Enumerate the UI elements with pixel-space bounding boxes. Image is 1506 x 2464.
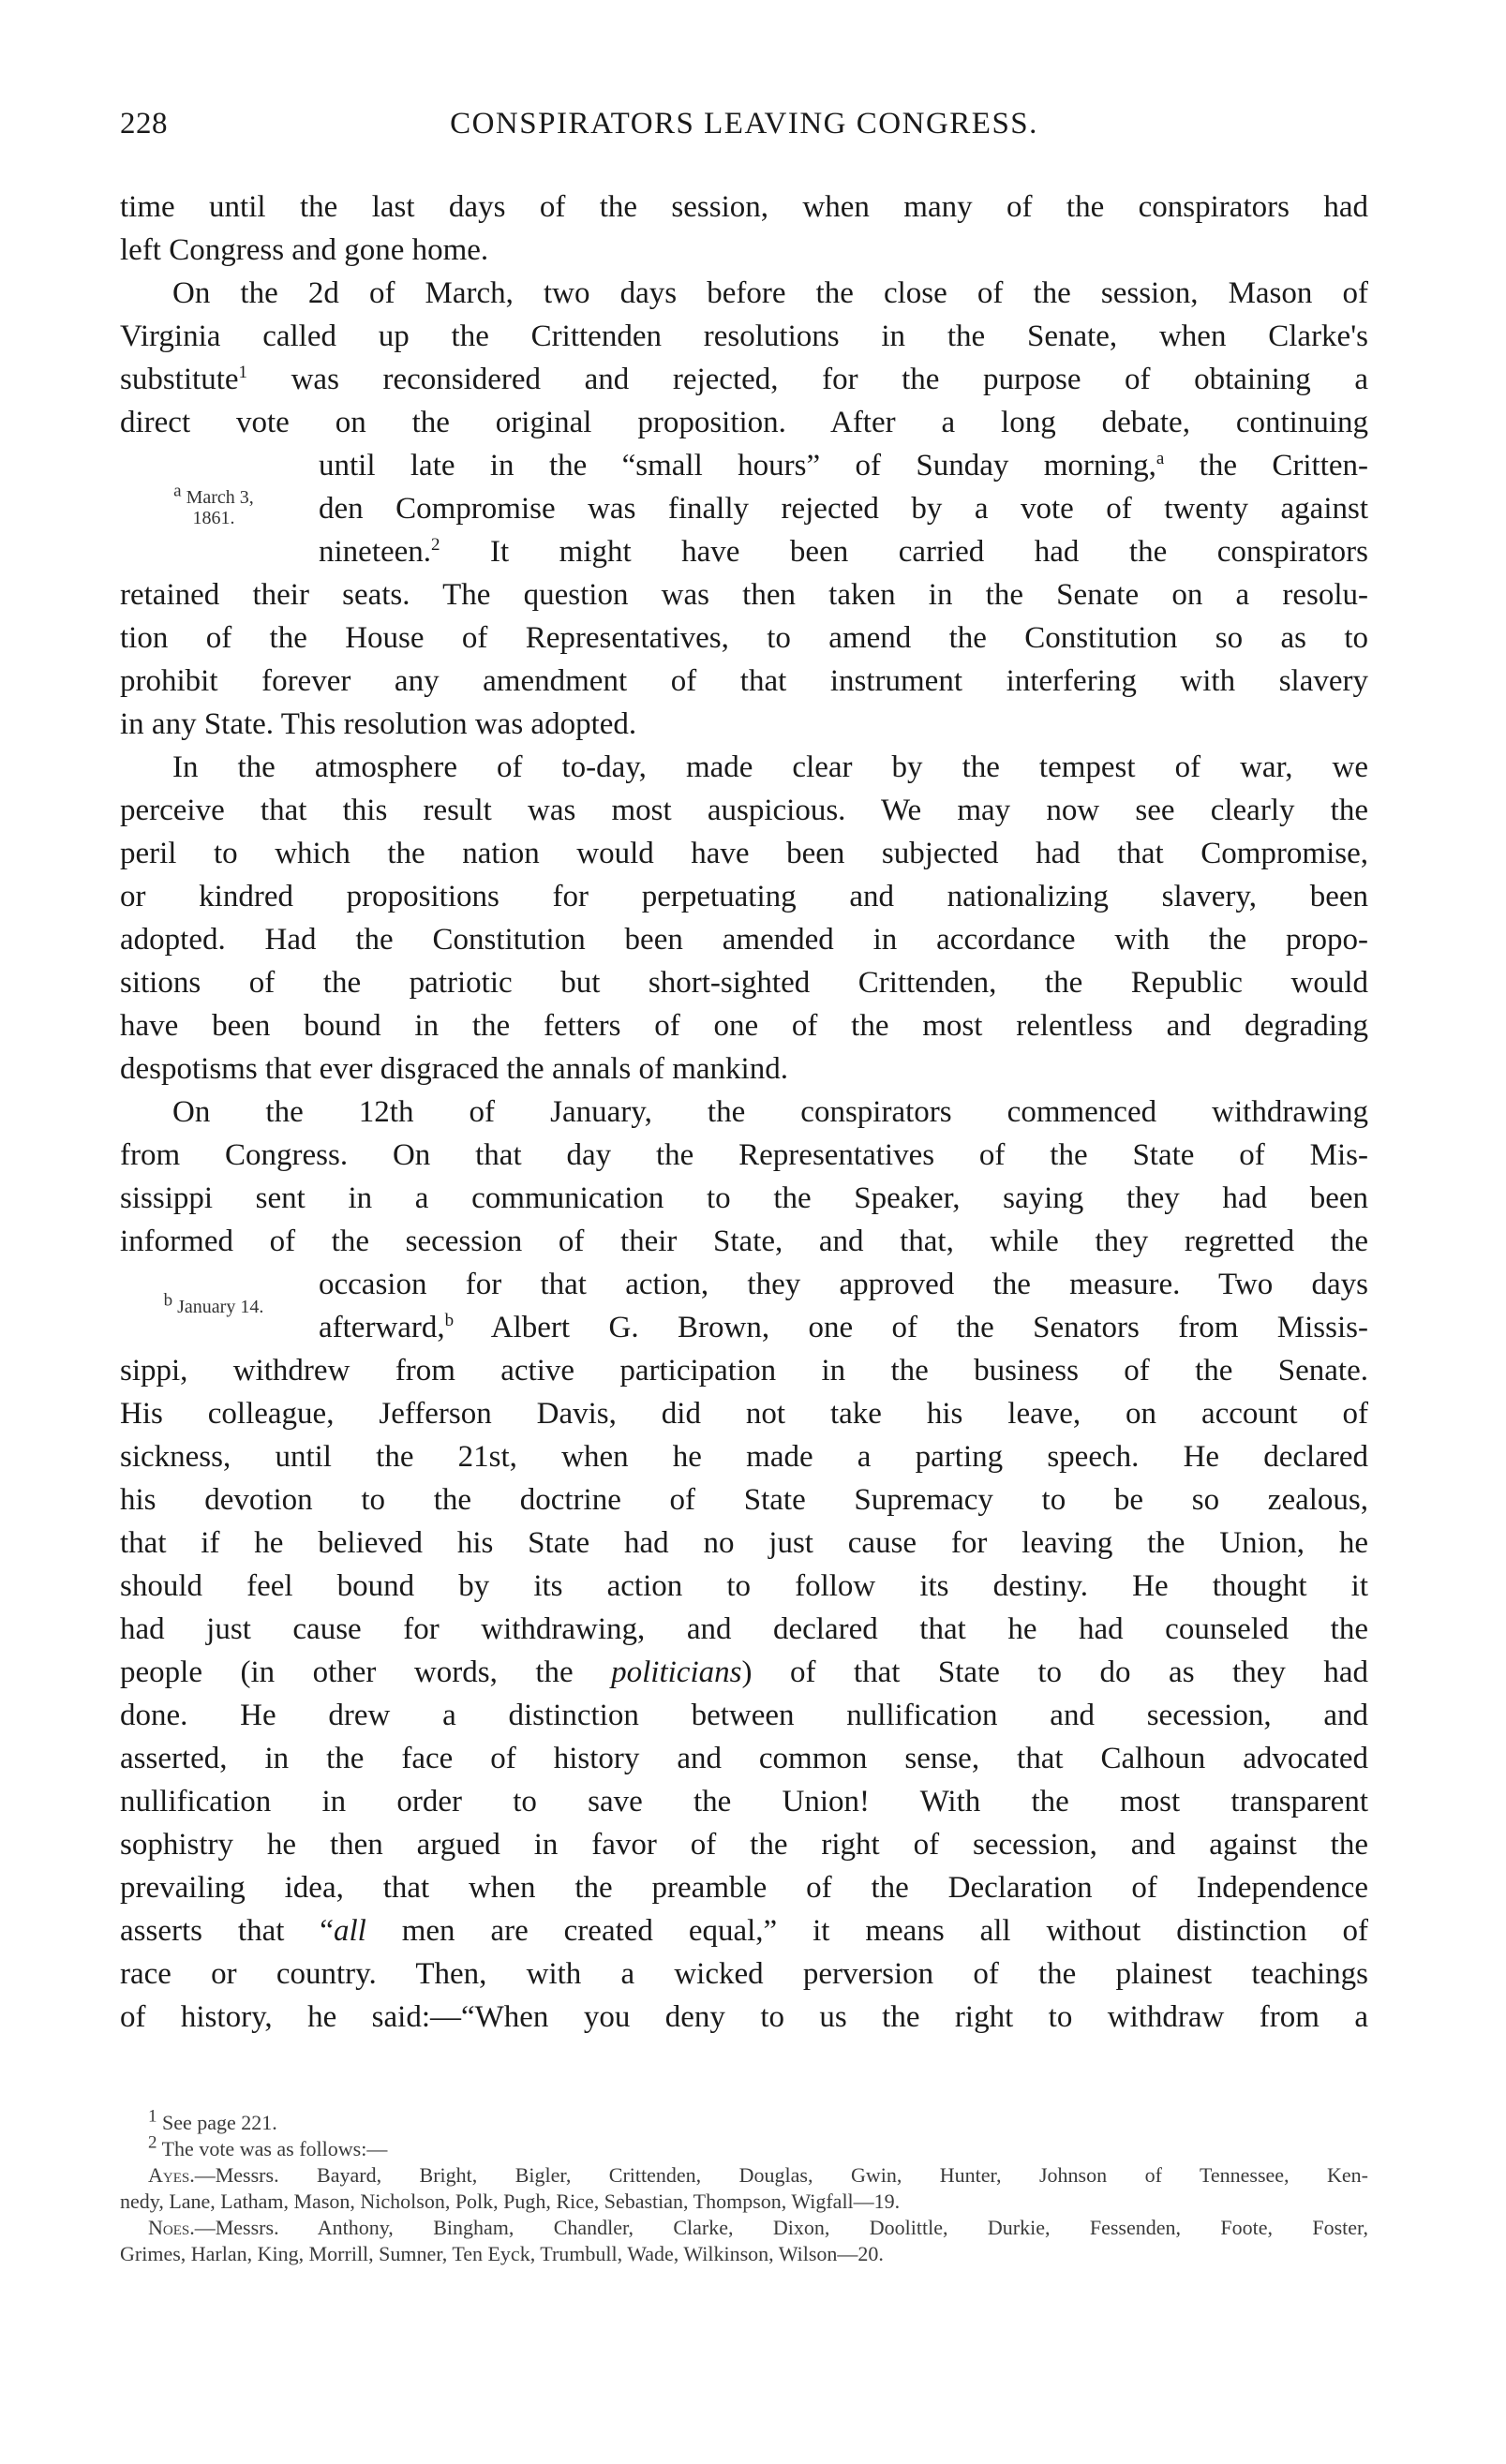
- text-line: his devotion to the doctrine of State Supremacy to be so zealous,: [120, 1483, 1368, 1517]
- text-line: sitions of the patriotic but short-sighted Crittenden, the Republic would: [120, 966, 1368, 1000]
- text-line: In the atmosphere of to-day, made clear by the tempest of war, we: [172, 750, 1368, 784]
- text-line: sissippi sent in a communication to the Speaker, saying they had been: [120, 1181, 1368, 1215]
- footnote-noes-cont: Grimes, Harlan, King, Morrill, Sumner, Ten Eyck, Trumbull, Wade, Wilkinson, Wilson—20.: [120, 2242, 884, 2265]
- text-line: tion of the House of Representatives, to amend the Constitution so as to: [120, 621, 1368, 655]
- text-line: direct vote on the original proposition. After a long debate, continuing: [120, 406, 1368, 439]
- running-title: CONSPIRATORS LEAVING CONGRESS.: [450, 107, 1038, 141]
- text-line: done. He drew a distinction between nullification and secession, and: [120, 1699, 1368, 1732]
- text-line: despotisms that ever disgraced the annals of mankind.: [120, 1052, 788, 1086]
- text-line: peril to which the nation would have been subjected had that Compromise,: [120, 837, 1368, 870]
- text-line: nullification in order to save the Union! With the most transparent: [120, 1785, 1368, 1818]
- text-line: left Congress and gone home.: [120, 233, 489, 267]
- text-line: His colleague, Jefferson Davis, did not take his leave, on account of: [120, 1397, 1368, 1431]
- footnote-ayes-cont: nedy, Lane, Latham, Mason, Nicholson, Polk, Pugh, Rice, Sebastian, Thompson, Wigfall—19.: [120, 2189, 901, 2213]
- text-line: race or country. Then, with a wicked perversion of the plainest teachings: [120, 1957, 1368, 1991]
- sidenote-ref: b: [444, 1311, 455, 1330]
- text-line: afterward,$^b$ Albert G. Brown, one of the Senators from Missis-: [319, 1311, 1368, 1344]
- text-line: or kindred propositions for perpetuating and nationalizing slavery, been: [120, 880, 1368, 913]
- text-line: time until the last days of the session, when many of the conspirators had: [120, 190, 1368, 224]
- text-line: informed of the secession of their State, and that, while they regretted the: [120, 1225, 1368, 1258]
- text-line: of history, he said:—“When you deny to us the right to withdraw from a: [120, 2000, 1368, 2034]
- text-line: perceive that this result was most auspicious. We may now see clearly the: [120, 794, 1368, 827]
- text-line: asserts that “all men are created equal,” it means all without distinction of: [120, 1914, 1368, 1948]
- text-line: sophistry he then argued in favor of the right of secession, and against the: [120, 1828, 1368, 1862]
- sidenote-date: March 3,: [186, 487, 254, 508]
- sidenote-marker: a: [173, 481, 182, 501]
- footnote-ref: 2: [431, 535, 440, 555]
- text-line: sippi, withdrew from active participation in the business of the Senate.: [120, 1354, 1368, 1388]
- text-line: On the 2d of March, two days before the close of the session, Mason of: [172, 276, 1368, 310]
- sidenote-year: 1861.: [192, 508, 235, 528]
- text-line: nineteen.$^2$ It might have been carried had the conspirators: [319, 535, 1368, 569]
- text-line: Virginia called up the Crittenden resolutions in the Senate, when Clarke's: [120, 319, 1368, 353]
- text-line: substitute$^1$ was reconsidered and rejected, for the purpose of obtaining a: [120, 363, 1368, 396]
- sidenote-ref: a: [1156, 449, 1165, 468]
- text-line: should feel bound by its action to follow its destiny. He thought it: [120, 1569, 1368, 1603]
- text-line: from Congress. On that day the Representatives of the State of Mis-: [120, 1138, 1368, 1172]
- sidenote-marker: b: [163, 1290, 173, 1311]
- footnote-ref: 1: [238, 363, 248, 382]
- text-line: had just cause for withdrawing, and declared that he had counseled the: [120, 1612, 1368, 1646]
- text-line: prevailing idea, that when the preamble of the Declaration of Independence: [120, 1871, 1368, 1905]
- footnote-2: 2 The vote was as follows:—: [148, 2136, 388, 2160]
- text-line: adopted. Had the Constitution been amended in accordance with the propo-: [120, 923, 1368, 957]
- footnote-ayes: Ayes.—Messrs. Bayard, Bright, Bigler, Crittenden, Douglas, Gwin, Hunter, Johnson of Tennessee, Ken-: [148, 2163, 1368, 2187]
- text-line: den Compromise was finally rejected by a vote of twenty against: [319, 492, 1368, 526]
- text-line: in any State. This resolution was adopted.: [120, 707, 637, 741]
- text-line: that if he believed his State had no just cause for leaving the Union, he: [120, 1526, 1368, 1560]
- text-line: prohibit forever any amendment of that instrument interfering with slavery: [120, 664, 1368, 698]
- text-line: until late in the “small hours” of Sunday morning,$^a$ the Critten-: [319, 449, 1368, 482]
- page-number: 228: [120, 107, 168, 141]
- text-line: have been bound in the fetters of one of the most relentless and degrading: [120, 1009, 1368, 1043]
- sidenote-date: January 14.: [177, 1297, 264, 1317]
- sidenote-january: [120, 1290, 307, 1317]
- text-line: people (in other words, the politicians) of that State to do as they had: [120, 1655, 1368, 1689]
- text-line: occasion for that action, they approved the measure. Two days: [319, 1268, 1368, 1301]
- text-line: asserted, in the face of history and common sense, that Calhoun advocated: [120, 1742, 1368, 1775]
- footnote-1: 1 See page 221.: [148, 2110, 277, 2134]
- italic-word: all: [333, 1914, 366, 1948]
- italic-word: politicians: [611, 1655, 742, 1689]
- text-line: retained their seats. The question was then taken in the Senate on a resolu-: [120, 578, 1368, 612]
- text-line: On the 12th of January, the conspirators commenced withdrawing: [172, 1095, 1368, 1129]
- text-line: sickness, until the 21st, when he made a parting speech. He declared: [120, 1440, 1368, 1474]
- sidenote-march: [120, 481, 307, 528]
- footnote-noes: Noes.—Messrs. Anthony, Bingham, Chandler, Clarke, Dixon, Doolittle, Durkie, Fessenden, Foote, Foster,: [148, 2216, 1368, 2239]
